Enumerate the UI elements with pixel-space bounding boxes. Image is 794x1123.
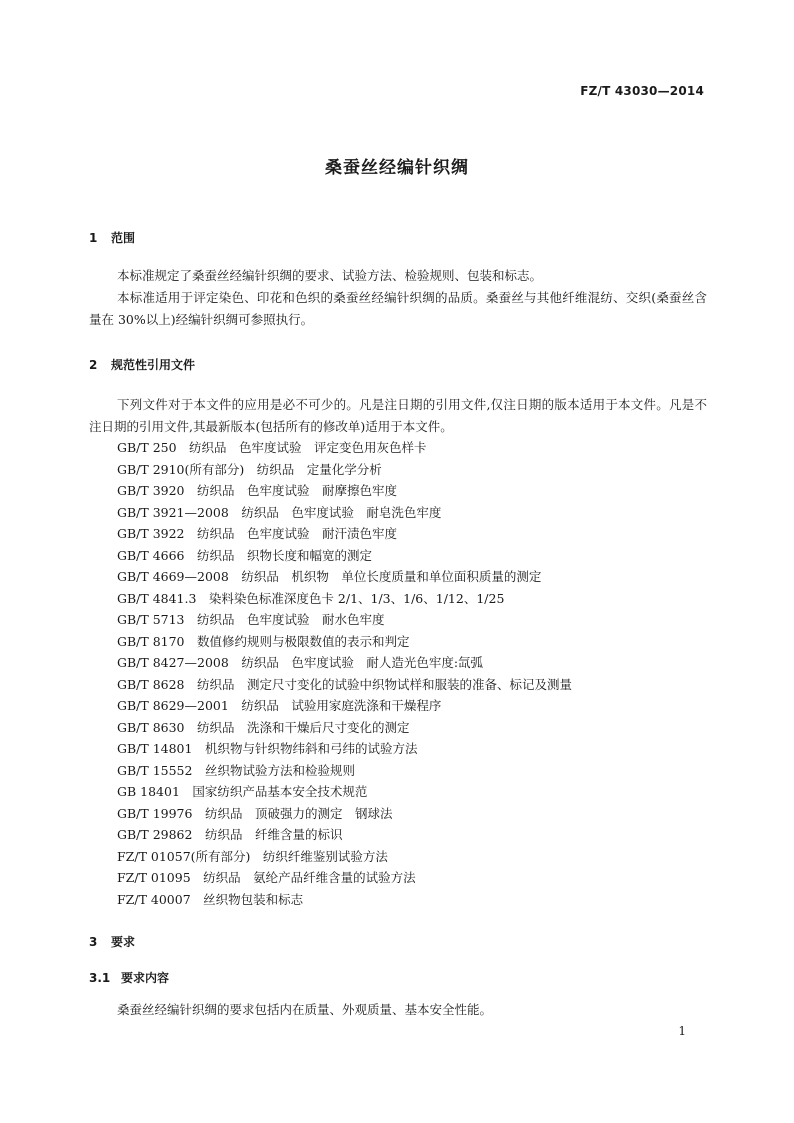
section-1-heading <box>89 229 135 246</box>
reference-list <box>117 437 572 910</box>
reference-item: GB/T 3920 纺织品 色牢度试验 耐摩擦色牢度 <box>117 483 398 498</box>
scope-paragraph-1: 本标准规定了桑蚕丝经编针织绸的要求、试验方法、检验规则、包装和标志。 <box>117 268 543 283</box>
section-number: 2 <box>89 358 98 372</box>
reference-item: GB/T 8630 纺织品 洗涤和干燥后尺寸变化的测定 <box>117 719 410 735</box>
reference-item: GB/T 8629—2001 纺织品 试验用家庭洗涤和干燥程序 <box>117 698 442 713</box>
reference-item: GB 18401 国家纺织产品基本安全技术规范 <box>117 784 368 799</box>
reference-item: GB/T 15552 丝织物试验方法和检验规则 <box>117 762 355 778</box>
reference-item: GB/T 4669—2008 纺织品 机织物 单位长度质量和单位面积质量的测定 <box>117 569 542 584</box>
section-3-heading <box>89 933 135 950</box>
reference-item: GB/T 8427—2008 纺织品 色牢度试验 耐人造光色牢度:氙弧 <box>117 655 484 670</box>
reference-item: GB/T 3921—2008 纺织品 色牢度试验 耐皂洗色牢度 <box>117 504 442 520</box>
reference-item: GB/T 5713 纺织品 色牢度试验 耐水色牢度 <box>117 612 385 627</box>
reference-item: GB/T 3922 纺织品 色牢度试验 耐汗渍色牢度 <box>117 526 398 541</box>
standard-code: FZ/T 43030—2014 <box>580 84 704 98</box>
page-number: 1 <box>678 1024 686 1038</box>
subsection-3-1-heading <box>89 969 169 986</box>
section-number: 1 <box>89 231 98 245</box>
subsection-title: 要求内容 <box>121 971 170 985</box>
section-title: 规范性引用文件 <box>111 358 196 372</box>
subsection-number: 3.1 <box>89 971 111 985</box>
document-title: 桑蚕丝经编针织绸 <box>325 158 469 178</box>
reference-item: GB/T 4666 纺织品 织物长度和幅宽的测定 <box>117 547 373 563</box>
scope-paragraph-2: 本标准适用于评定染色、印花和色织的桑蚕丝经编针织绸的品质。桑蚕丝与其他纤维混纺、交织(桑蚕丝含量在 30%以上)经编针织绸可参照执行。 <box>89 290 707 327</box>
reference-item: GB/T 29862 纺织品 纤维含量的标识 <box>117 827 343 842</box>
reference-item: FZ/T 40007 丝织物包装和标志 <box>117 891 304 907</box>
reference-item: GB/T 2910(所有部分) 纺织品 定量化学分析 <box>117 461 382 477</box>
reference-item: GB/T 8628 纺织品 测定尺寸变化的试验中织物试样和服装的准备、标记及测量 <box>117 676 573 692</box>
section-2-heading <box>89 356 195 373</box>
section-title: 要求 <box>111 935 136 949</box>
reference-item: GB/T 14801 机织物与针织物纬斜和弓纬的试验方法 <box>117 741 418 756</box>
reference-item: FZ/T 01057(所有部分) 纺织纤维鉴别试验方法 <box>117 848 388 864</box>
section-title: 范围 <box>111 231 136 245</box>
requirements-paragraph: 桑蚕丝经编针织绸的要求包括内在质量、外观质量、基本安全性能。 <box>117 1002 493 1017</box>
reference-item: GB/T 8170 数值修约规则与极限数值的表示和判定 <box>117 633 410 649</box>
section-number: 3 <box>89 935 98 949</box>
reference-item: GB/T 19976 纺织品 顶破强力的测定 钢球法 <box>117 805 393 821</box>
reference-item: GB/T 4841.3 染料染色标准深度色卡 2/1、1/3、1/6、1/12、1/25 <box>117 590 505 606</box>
references-intro: 下列文件对于本文件的应用是必不可少的。凡是注日期的引用文件,仅注日期的版本适用于本文件。凡是不注日期的引用文件,其最新版本(包括所有的修改单)适用于本文件。 <box>89 397 707 434</box>
reference-item: FZ/T 01095 纺织品 氨纶产品纤维含量的试验方法 <box>117 870 416 885</box>
reference-item: GB/T 250 纺织品 色牢度试验 评定变色用灰色样卡 <box>117 440 427 455</box>
